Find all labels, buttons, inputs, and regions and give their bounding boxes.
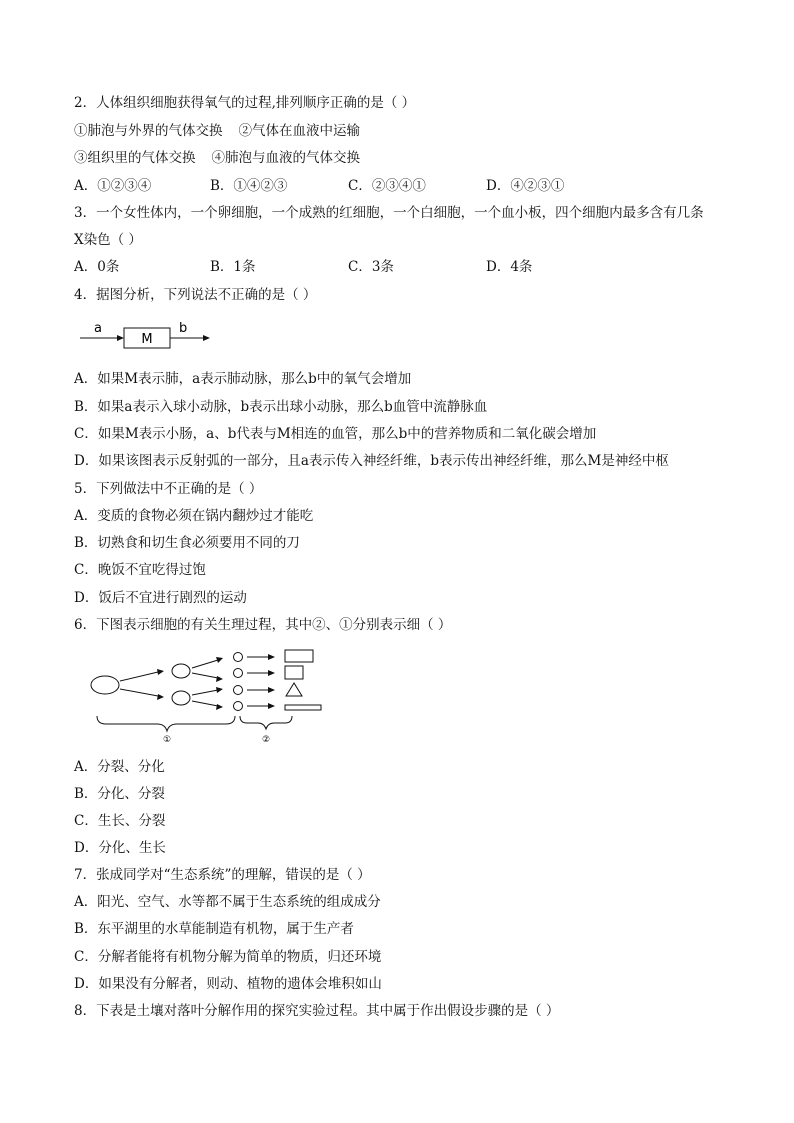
q6-arrowhead <box>216 704 223 710</box>
q6-small-cell <box>234 669 243 678</box>
q7-option-b: B．东平湖里的水草能制造有机物，属于生产者 <box>74 921 354 937</box>
q4-option-c: C．如果M表示小肠，a、b代表与M相连的血管，那么b中的营养物质和二氧化碳会增加 <box>74 426 597 442</box>
q2-items-row-1 <box>74 122 360 140</box>
q5-stem: 5．下列做法中不正确的是（ ） <box>74 481 263 497</box>
q6-small-cell <box>234 686 243 695</box>
q6-stem: 6．下图表示细胞的有关生理过程，其中②、①分别表示细（ ） <box>74 617 452 633</box>
q6-arrow <box>192 690 218 695</box>
q8-stem: 8．下表是土壤对落叶分解作用的探究实验过程。其中属于作出假设步骤的是（ ） <box>74 1003 560 1019</box>
q6-arrowhead <box>157 694 164 700</box>
q2-option-b: B．①④②③ <box>210 178 288 194</box>
q6-square-tissue <box>285 666 303 679</box>
q6-option-a: A．分裂、分化 <box>74 759 165 775</box>
q3-option-d: D．4条 <box>486 259 533 275</box>
q6-arrowhead <box>216 687 223 693</box>
q2-item-a: ①肺泡与外界的气体交换 <box>74 123 223 139</box>
q2-items-row-2 <box>74 149 360 167</box>
q6-arrowhead <box>268 703 275 709</box>
q2-stem: 2．人体组织细胞获得氧气的过程,排列顺序正确的是（ ） <box>74 95 416 111</box>
q6-arrow <box>192 701 218 706</box>
q6-daughter-cell <box>172 691 190 705</box>
q6-option-d: D．分化、生长 <box>74 840 166 856</box>
q4-option-a: A．如果M表示肺，a表示肺动脉，那么b中的氧气会增加 <box>74 371 412 387</box>
q6-flat-tissue <box>285 705 321 710</box>
q3-stem-line-2: X染色（ ） <box>74 232 142 248</box>
q3-option-b: B．1条 <box>210 259 256 275</box>
q6-small-cell <box>234 653 243 662</box>
q3-stem-line-1: 3．一个女性体内，一个卵细胞，一个成熟的红细胞，一个白细胞，一个血小板，四个细胞内最多含有几条 <box>74 205 704 221</box>
q6-label-2: ② <box>261 735 271 745</box>
q6-arrowhead <box>216 676 223 682</box>
q3-option-a: A．0条 <box>74 259 120 275</box>
q4-stem: 4．据图分析，下列说法不正确的是（ ） <box>74 287 317 303</box>
q5-option-c: C．晚饭不宜吃得过饱 <box>74 562 206 578</box>
q4-arrowhead-out <box>203 335 210 341</box>
q6-option-c: C．生长、分裂 <box>74 813 166 829</box>
q7-option-a: A．阳光、空气、水等都不属于生态系统的组成成分 <box>74 894 381 910</box>
q4-flow-diagram <box>78 316 218 356</box>
q2-options <box>74 177 714 195</box>
q6-arrowhead <box>268 654 275 660</box>
q6-option-b: B．分化、分裂 <box>74 786 165 802</box>
q6-triangle-tissue <box>286 683 302 696</box>
q6-label-1: ① <box>162 735 172 745</box>
q4-label-a: a <box>94 321 102 336</box>
q4-option-b: B．如果a表示入球小动脉，b表示出球小动脉，那么b血管中流静脉血 <box>74 399 488 415</box>
q2-option-d: D．④②③① <box>486 178 565 194</box>
q2-item-d: ④肺泡与血液的气体交换 <box>211 150 360 166</box>
q6-brace-1 <box>97 716 235 731</box>
q6-mother-cell <box>91 676 119 694</box>
q7-option-d: D．如果没有分解者，则动、植物的遗体会堆积如山 <box>74 976 382 992</box>
q4-arrowhead-in <box>117 335 124 341</box>
q2-item-c: ③组织里的气体交换 <box>74 150 196 166</box>
q6-arrow <box>120 689 158 696</box>
q3-option-c: C．3条 <box>348 259 394 275</box>
q6-arrow <box>192 660 218 668</box>
q2-option-a: A．①②③④ <box>74 178 152 194</box>
q6-arrowhead <box>216 657 223 663</box>
q6-small-cell <box>234 702 243 711</box>
q6-arrow <box>120 672 158 681</box>
q6-arrowhead <box>157 669 164 675</box>
q2-item-b: ②气体在血液中运输 <box>238 123 360 139</box>
q6-arrowhead <box>268 670 275 676</box>
q4-label-b: b <box>179 321 188 336</box>
q6-arrow <box>192 673 218 678</box>
q6-arrowhead <box>268 687 275 693</box>
q4-option-d: D．如果该图表示反射弧的一部分，且a表示传入神经纤维，b表示传出神经纤维，那么M是神经中枢 <box>74 453 669 469</box>
q5-option-d: D．饭后不宜进行剧烈的运动 <box>74 590 247 606</box>
q4-box-label: M <box>141 332 153 347</box>
q6-rectangle-tissue <box>285 650 313 662</box>
q5-option-a: A．变质的食物必须在锅内翻炒过才能吃 <box>74 508 314 524</box>
q3-options <box>74 258 714 276</box>
q7-stem: 7．张成同学对“生态系统”的理解，错误的是（ ） <box>74 867 371 883</box>
q6-cell-process-diagram <box>86 644 336 748</box>
q5-option-b: B．切熟食和切生食必须要用不同的刀 <box>74 535 300 551</box>
q6-brace-2 <box>240 716 292 729</box>
q2-option-c: C．②③④① <box>348 178 426 194</box>
q7-option-c: C．分解者能将有机物分解为简单的物质，归还环境 <box>74 949 382 965</box>
q6-daughter-cell <box>172 664 190 678</box>
